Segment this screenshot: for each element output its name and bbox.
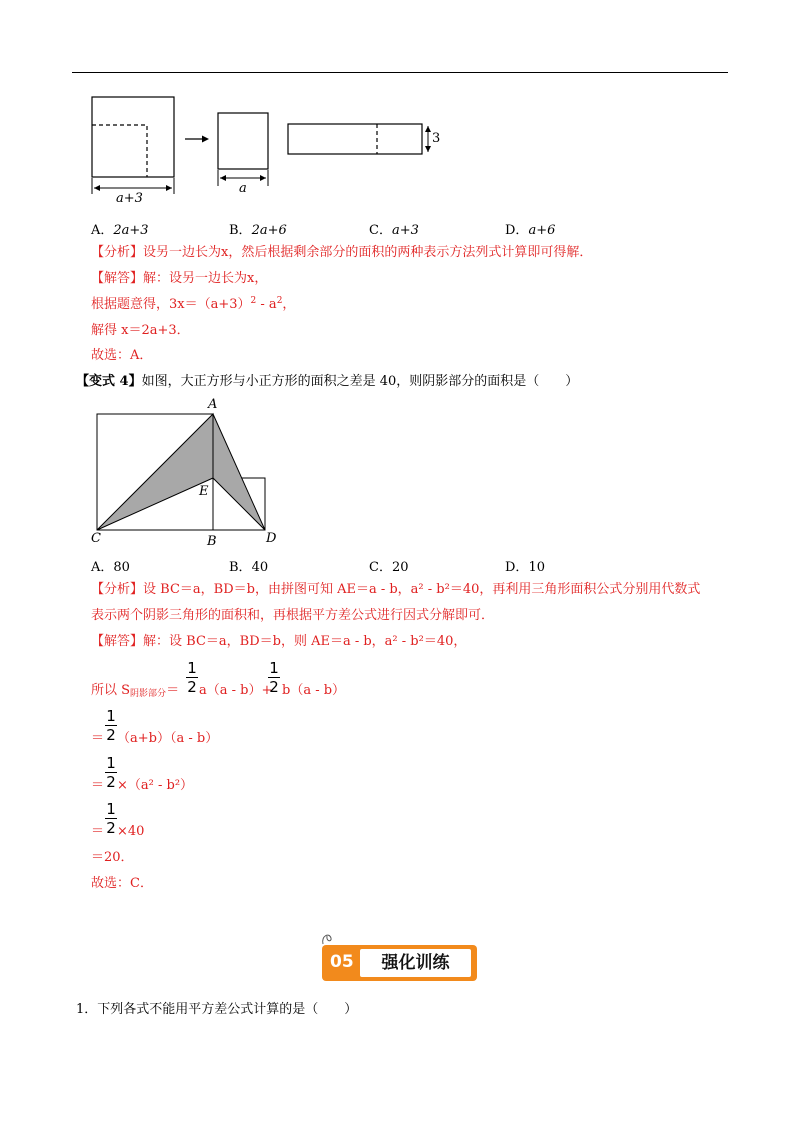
solution-4-step4-eq: ＝ bbox=[91, 824, 105, 839]
option-d: D．a+6 bbox=[505, 223, 556, 238]
section-number: 05 bbox=[330, 952, 354, 972]
fraction-half: 1 2 bbox=[106, 754, 116, 791]
question-1: 1．下列各式不能用平方差公式计算的是（ ） bbox=[76, 1002, 358, 1017]
solution-4-step3-rest: ×（a² - b²） bbox=[117, 778, 194, 793]
option-b: B．40 bbox=[229, 560, 269, 575]
figure-squares-triangles bbox=[92, 398, 277, 548]
fraction-half: 1 2 bbox=[269, 659, 279, 696]
section-badge bbox=[322, 945, 477, 981]
solution-4-step4-rest: ×40 bbox=[117, 824, 145, 839]
solution-4-step1-term2: b（a - b） bbox=[282, 683, 346, 698]
point-e-label: E bbox=[199, 484, 209, 499]
solution-4-step5: ＝20． bbox=[91, 850, 134, 865]
analysis-3: 【分析】设另一边长为x，然后根据剩余部分的面积的两种表示方法列式计算即可得解． bbox=[91, 245, 593, 260]
solution-4-step2-rest: （a+b）（a - b） bbox=[117, 731, 219, 746]
option-d: D．10 bbox=[505, 560, 545, 575]
point-b-label: B bbox=[207, 534, 217, 549]
solution-3-line4: 故选：A． bbox=[91, 348, 153, 363]
section-title: 强化训练 bbox=[360, 949, 471, 977]
solution-4-choice: 故选：C． bbox=[91, 876, 153, 891]
label-3: 3 bbox=[432, 131, 441, 146]
solution-4-step2-eq: ＝ bbox=[91, 731, 105, 746]
solution-4-line1: 【解答】解：设 BC＝a，BD＝b，则 AE＝a - b，a² - b²＝40， bbox=[91, 634, 467, 649]
fraction-half: 1 2 bbox=[106, 707, 116, 744]
option-a: A．2a+3 bbox=[91, 223, 149, 238]
point-a-label: A bbox=[208, 397, 218, 412]
option-c: C．a+3 bbox=[369, 223, 419, 238]
solution-3-line1: 【解答】解：设另一边长为x， bbox=[91, 271, 268, 286]
option-b: B．2a+6 bbox=[229, 223, 287, 238]
fraction-half: 1 2 bbox=[187, 659, 197, 696]
solution-4-step1-term1: a（a - b）+ bbox=[199, 683, 273, 698]
solution-3-line3: 解得 x＝2a+3． bbox=[91, 323, 190, 338]
header-rule bbox=[72, 72, 728, 73]
analysis-4-line1: 【分析】设 BC＝a，BD＝b，由拼图可知 AE＝a - b，a² - b²＝40，再利用三角形面积公式分别用代数式 bbox=[91, 582, 701, 597]
solution-4-step3-eq: ＝ bbox=[91, 778, 105, 793]
point-c-label: C bbox=[91, 531, 101, 546]
figure-square-cut bbox=[85, 92, 460, 207]
solution-3-line2: 根据题意得，$3x=(a+3)^2 - a^2$， bbox=[91, 296, 296, 312]
option-a: A．80 bbox=[91, 560, 130, 575]
solution-4-step1-prefix: 所以 $S_{阴影部分}=$ bbox=[91, 683, 180, 699]
fraction-half: 1 2 bbox=[106, 800, 116, 837]
analysis-4-line2: 表示两个阴影三角形的面积和，再根据平方差公式进行因式分解即可． bbox=[91, 608, 495, 623]
label-a-plus-3: a+3 bbox=[116, 191, 143, 206]
option-c: C．20 bbox=[369, 560, 409, 575]
label-a: a bbox=[239, 181, 247, 196]
variant4-question: 【变式 4】如图，大正方形与小正方形的面积之差是 40，则阴影部分的面积是（ ） bbox=[76, 374, 579, 389]
point-d-label: D bbox=[266, 531, 277, 546]
